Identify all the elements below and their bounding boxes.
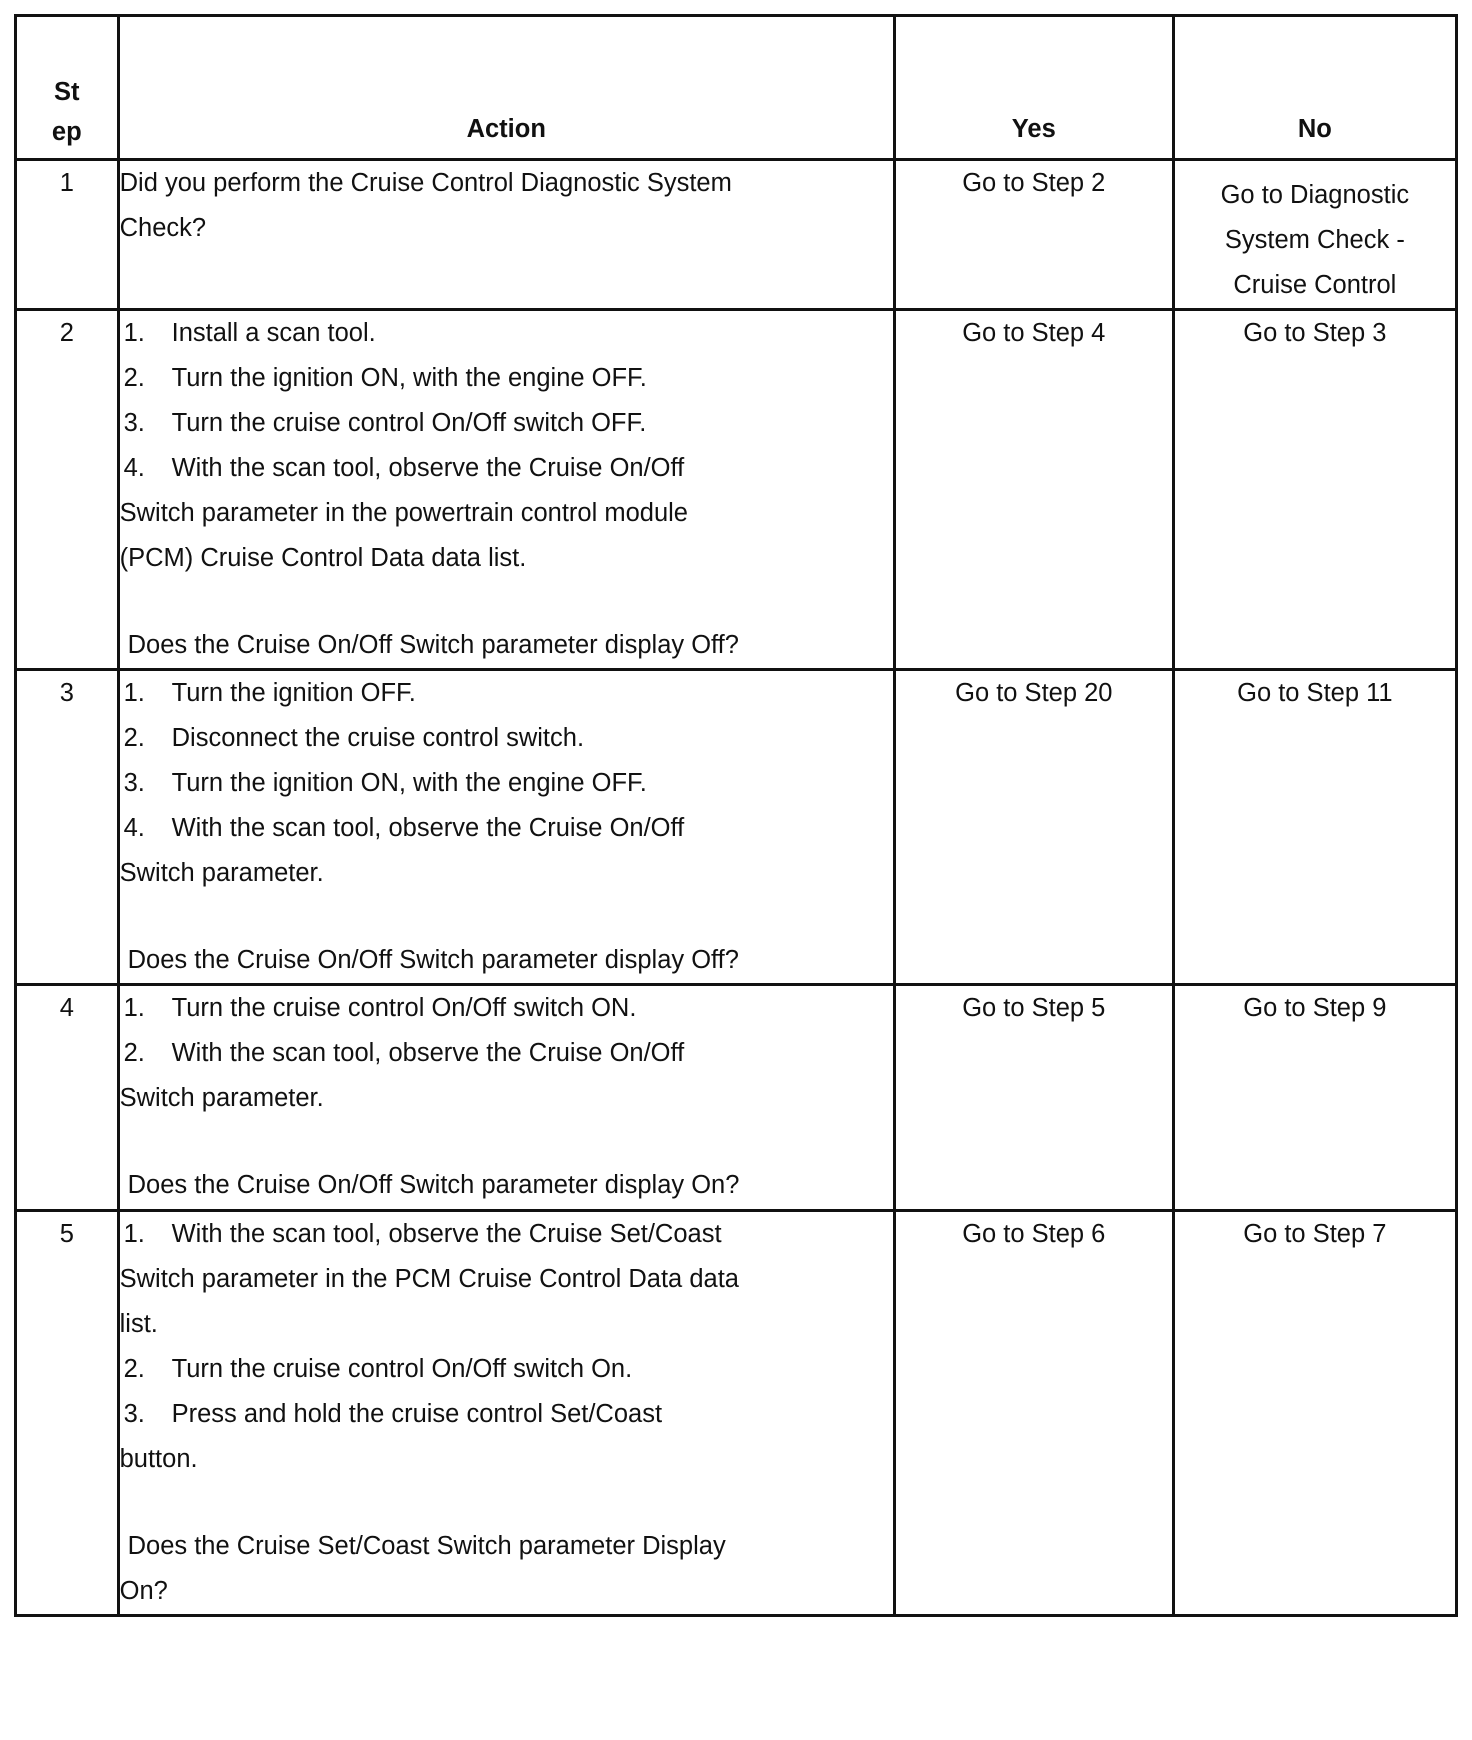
no-cell: Go to Step 7 — [1173, 1211, 1456, 1616]
diagnostic-table — [14, 14, 1458, 1617]
list-item: 3. Press and hold the cruise control Set/Coast — [123, 1400, 663, 1428]
question-text: Does the Cruise On/Off Switch parameter display Off? — [127, 946, 739, 974]
list-item: 2. With the scan tool, observe the Cruise On/Off — [123, 1039, 685, 1067]
list-item: 1. With the scan tool, observe the Cruise Set/Coast — [123, 1220, 722, 1248]
action-cell: 1. With the scan tool, observe the Cruise Set/Coast Switch parameter in the PCM Cruise Control Data data list. 2. Turn the cruise control On/Off switch On. 3. Press and hold the cruise control Set/Coast button. Does the Cruise Set/Coast Switch parameter Display On? — [118, 1211, 894, 1616]
list-item: 4. With the scan tool, observe the Cruise On/Off — [123, 814, 685, 842]
list-item: 1. Turn the ignition OFF. — [123, 679, 416, 707]
table-row — [16, 670, 1457, 985]
no-cell: Go to Step 11 — [1173, 670, 1456, 985]
header-step: St ep — [16, 16, 119, 160]
list-item: 1. Turn the cruise control On/Off switch ON. — [123, 994, 637, 1022]
header-yes: Yes — [894, 16, 1173, 160]
header-row — [16, 16, 1457, 160]
no-cell: Go to Step 9 — [1173, 985, 1456, 1211]
list-item: 2. Turn the cruise control On/Off switch On. — [123, 1355, 633, 1383]
question-text: Does the Cruise On/Off Switch parameter display On? — [127, 1171, 740, 1199]
list-item: 2. Disconnect the cruise control switch. — [123, 724, 585, 752]
list-item: 1. Install a scan tool. — [123, 319, 376, 347]
list-item: 4. With the scan tool, observe the Cruise On/Off — [123, 454, 685, 482]
table-row — [16, 985, 1457, 1211]
question-text: Does the Cruise On/Off Switch parameter display Off? — [127, 631, 739, 659]
action-cell: 1. Install a scan tool. 2. Turn the ignition ON, with the engine OFF. 3. Turn the cruise control On/Off switch OFF. 4. With the scan tool, observe the Cruise On/Off Switch parameter in the powertrain control module (PCM) Cruise Control Data data list. Does the Cruise On/Off Switch parameter display Off? — [118, 310, 894, 670]
header-action: Action — [118, 16, 894, 160]
no-cell: Go to Step 3 — [1173, 310, 1456, 670]
step-number: 1 — [16, 160, 119, 310]
table-row — [16, 310, 1457, 670]
step-number: 5 — [16, 1211, 119, 1616]
step-number: 3 — [16, 670, 119, 985]
header-no: No — [1173, 16, 1456, 160]
step-number: 2 — [16, 310, 119, 670]
action-cell: 1. Turn the cruise control On/Off switch ON. 2. With the scan tool, observe the Cruise On/Off Switch parameter. Does the Cruise On/Off Switch parameter display On? — [118, 985, 894, 1211]
yes-cell: Go to Step 2 — [894, 160, 1173, 310]
yes-cell: Go to Step 5 — [894, 985, 1173, 1211]
yes-cell: Go to Step 20 — [894, 670, 1173, 985]
yes-cell: Go to Step 6 — [894, 1211, 1173, 1616]
list-item: 2. Turn the ignition ON, with the engine OFF. — [123, 364, 647, 392]
action-cell: 1. Turn the ignition OFF. 2. Disconnect the cruise control switch. 3. Turn the ignition ON, with the engine OFF. 4. With the scan tool, observe the Cruise On/Off Switch parameter. Does the Cruise On/Off Switch parameter display Off? — [118, 670, 894, 985]
list-item: 3. Turn the cruise control On/Off switch OFF. — [123, 409, 647, 437]
list-item: 3. Turn the ignition ON, with the engine OFF. — [123, 769, 647, 797]
question-text: Does the Cruise Set/Coast Switch parameter Display — [127, 1532, 726, 1560]
yes-cell: Go to Step 4 — [894, 310, 1173, 670]
no-cell: Go to Diagnostic System Check - Cruise Control — [1173, 160, 1456, 310]
step-number: 4 — [16, 985, 119, 1211]
table-row — [16, 1211, 1457, 1616]
action-cell: Did you perform the Cruise Control Diagnostic System Check? — [118, 160, 894, 310]
table-row — [16, 160, 1457, 310]
